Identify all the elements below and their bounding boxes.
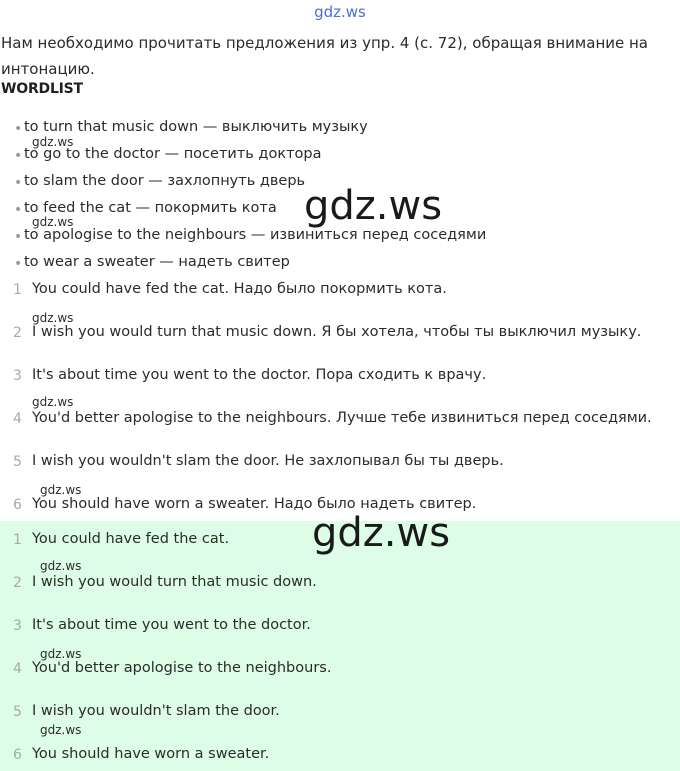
bullet-icon: • bbox=[14, 175, 23, 191]
item-number: 3 bbox=[13, 368, 22, 384]
wordlist-item: to feed the cat — покормить кота bbox=[24, 200, 277, 216]
item-number: 3 bbox=[13, 618, 22, 634]
watermark: gdz.ws bbox=[32, 311, 74, 325]
watermark: gdz.ws bbox=[32, 135, 74, 149]
wordlist-item: to turn that music down — выключить музыку bbox=[24, 119, 368, 135]
wordlist-item: to wear a sweater — надеть свитер bbox=[24, 254, 290, 270]
item-number: 6 bbox=[13, 497, 22, 513]
bullet-icon: • bbox=[14, 256, 23, 272]
watermark: gdz.ws bbox=[40, 723, 82, 737]
bullet-icon: • bbox=[14, 121, 23, 137]
answer-sentence: You should have worn a sweater. bbox=[32, 746, 270, 762]
watermark: gdz.ws bbox=[40, 483, 82, 497]
item-number: 5 bbox=[13, 454, 22, 470]
item-number: 4 bbox=[13, 661, 22, 677]
answer-block bbox=[0, 521, 680, 771]
wordlist-item: to apologise to the neighbours — извиниться перед соседями bbox=[24, 227, 487, 243]
watermark: gdz.ws bbox=[304, 183, 443, 229]
item-number: 2 bbox=[13, 575, 22, 591]
translation-sentence: You should have worn a sweater. Надо было надеть свитер. bbox=[32, 496, 477, 512]
translation-sentence: It's about time you went to the doctor. Пора сходить к врачу. bbox=[32, 367, 487, 383]
watermark: gdz.ws bbox=[32, 215, 74, 229]
answer-sentence: I wish you would turn that music down. bbox=[32, 574, 317, 590]
answer-sentence: You could have fed the cat. bbox=[32, 531, 230, 547]
answer-sentence: I wish you wouldn't slam the door. bbox=[32, 703, 280, 719]
item-number: 1 bbox=[13, 282, 22, 298]
translation-sentence: You'd better apologise to the neighbours. Лучше тебе извиниться перед соседями. bbox=[32, 410, 652, 426]
watermark: gdz.ws bbox=[40, 559, 82, 573]
translation-sentence: I wish you wouldn't slam the door. Не захлопывал бы ты дверь. bbox=[32, 453, 504, 469]
bullet-icon: • bbox=[14, 202, 23, 218]
watermark: gdz.ws bbox=[40, 647, 82, 661]
task-instruction: Нам необходимо прочитать предложения из упр. 4 (с. 72), обращая внимание на интонацию. bbox=[1, 34, 648, 78]
wordlist-heading: WORDLIST bbox=[1, 81, 83, 97]
site-header-link[interactable]: gdz.ws bbox=[314, 3, 366, 21]
wordlist-item: to go to the doctor — посетить доктора bbox=[24, 146, 322, 162]
item-number: 2 bbox=[13, 325, 22, 341]
answer-sentence: It's about time you went to the doctor. bbox=[32, 617, 311, 633]
bullet-icon: • bbox=[14, 148, 23, 164]
item-number: 6 bbox=[13, 747, 22, 763]
wordlist-item: to slam the door — захлопнуть дверь bbox=[24, 173, 306, 189]
translation-sentence: I wish you would turn that music down. Я бы хотела, чтобы ты выключил музыку. bbox=[32, 324, 642, 340]
bullet-icon: • bbox=[14, 229, 23, 245]
item-number: 4 bbox=[13, 411, 22, 427]
answer-sentence: You'd better apologise to the neighbours. bbox=[32, 660, 332, 676]
translation-sentence: You could have fed the cat. Надо было покормить кота. bbox=[32, 281, 447, 297]
watermark: gdz.ws bbox=[312, 510, 451, 556]
item-number: 5 bbox=[13, 704, 22, 720]
item-number: 1 bbox=[13, 532, 22, 548]
watermark: gdz.ws bbox=[32, 395, 74, 409]
